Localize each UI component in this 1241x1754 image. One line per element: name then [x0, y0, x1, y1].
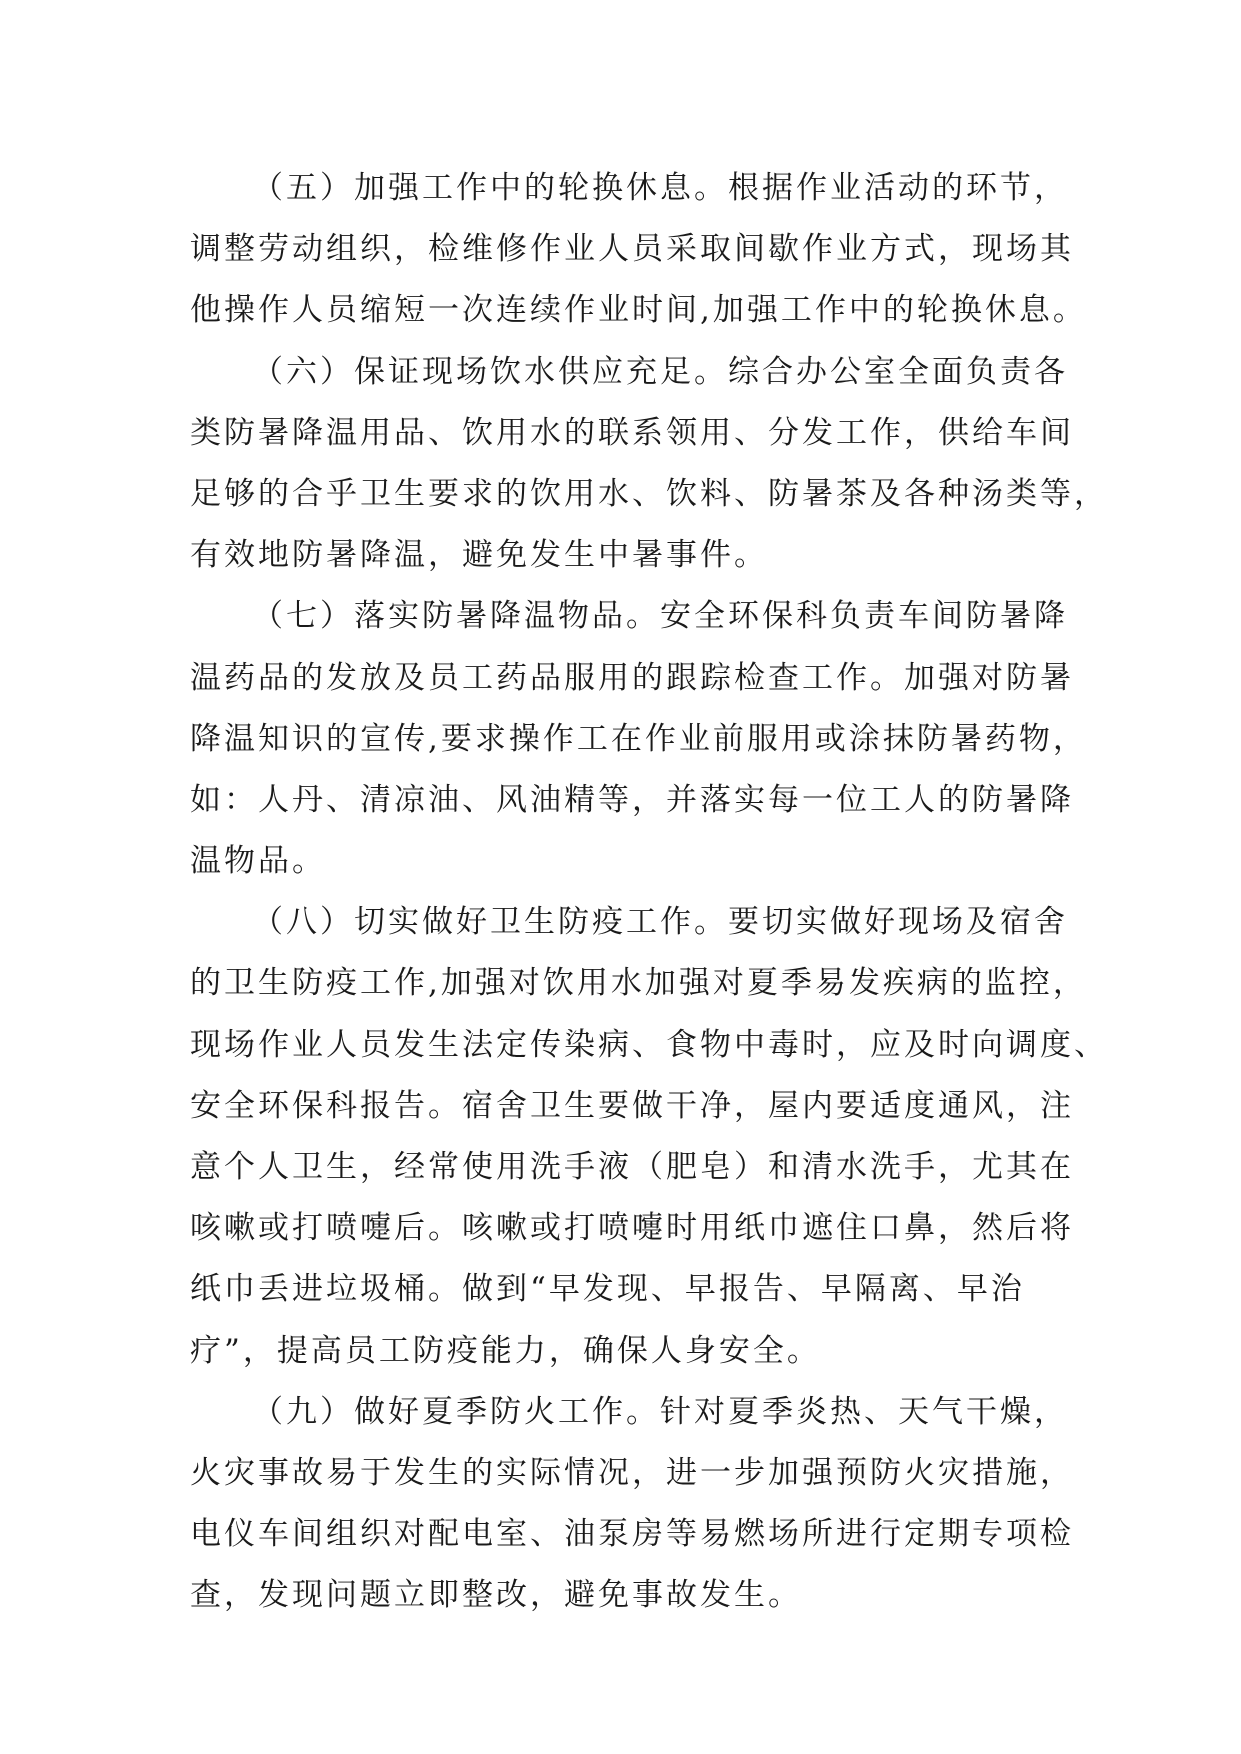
paragraph-line: 安全环保科报告。宿舍卫生要做干净，屋内要适度通风，注: [190, 1087, 1074, 1124]
paragraph-line: 电仪车间组织对配电室、油泵房等易燃场所进行定期专项检: [190, 1516, 1074, 1553]
paragraph-line: 的卫生防疫工作,加强对饮用水加强对夏季易发疾病的监控，: [190, 965, 1087, 1002]
paragraph-line: 火灾事故易于发生的实际情况，进一步加强预防火灾措施，: [190, 1454, 1074, 1491]
paragraph-line: 温药品的发放及员工药品服用的跟踪检查工作。加强对防暑: [190, 659, 1074, 696]
paragraph-5: [190, 158, 1087, 342]
paragraph-line: （六）保证现场饮水供应充足。综合办公室全面负责各: [252, 353, 1068, 390]
paragraph-8: [190, 892, 1108, 1382]
paragraph-7: [190, 586, 1087, 892]
paragraph-line: 降温知识的宣传,要求操作工在作业前服用或涂抹防暑药物，: [190, 720, 1087, 757]
paragraph-line: 疗”，提高员工防疫能力，确保人身安全。: [190, 1332, 821, 1369]
paragraph-line: 类防暑降温用品、饮用水的联系领用、分发工作，供给车间: [190, 414, 1074, 451]
paragraph-line: 纸巾丢进垃圾桶。做到“早发现、早报告、早隔离、早治: [190, 1271, 1025, 1308]
paragraph-line: （八）切实做好卫生防疫工作。要切实做好现场及宿舍: [252, 904, 1068, 941]
paragraph-line: 他操作人员缩短一次连续作业时间,加强工作中的轮换休息。: [190, 292, 1087, 329]
paragraph-6: [190, 342, 1108, 587]
paragraph-line: 足够的合乎卫生要求的饮用水、饮料、防暑茶及各种汤类等，: [190, 475, 1108, 512]
paragraph-line: （五）加强工作中的轮换休息。根据作业活动的环节，: [252, 170, 1068, 206]
document-body: [190, 158, 1108, 1627]
paragraph-line: 有效地防暑降温，避免发生中暑事件。: [190, 537, 768, 574]
paragraph-line: （七）落实防暑降温物品。安全环保科负责车间防暑降: [252, 598, 1068, 635]
paragraph-line: 调整劳动组织，检维修作业人员采取间歇作业方式，现场其: [190, 231, 1074, 268]
paragraph-line: 咳嗽或打喷嚏后。咳嗽或打喷嚏时用纸巾遮住口鼻，然后将: [190, 1210, 1074, 1247]
paragraph-line: （九）做好夏季防火工作。针对夏季炎热、天气干燥，: [252, 1393, 1068, 1430]
paragraph-9: [190, 1382, 1074, 1627]
paragraph-line: 查，发现问题立即整改，避免事故发生。: [190, 1577, 802, 1614]
paragraph-line: 意个人卫生，经常使用洗手液（肥皂）和清水洗手，尤其在: [190, 1149, 1074, 1185]
paragraph-line: 温物品。: [190, 843, 326, 880]
paragraph-line: 现场作业人员发生法定传染病、食物中毒时，应及时向调度、: [190, 1026, 1108, 1063]
paragraph-line: 如：人丹、清凉油、风油精等，并落实每一位工人的防暑降: [190, 781, 1074, 818]
